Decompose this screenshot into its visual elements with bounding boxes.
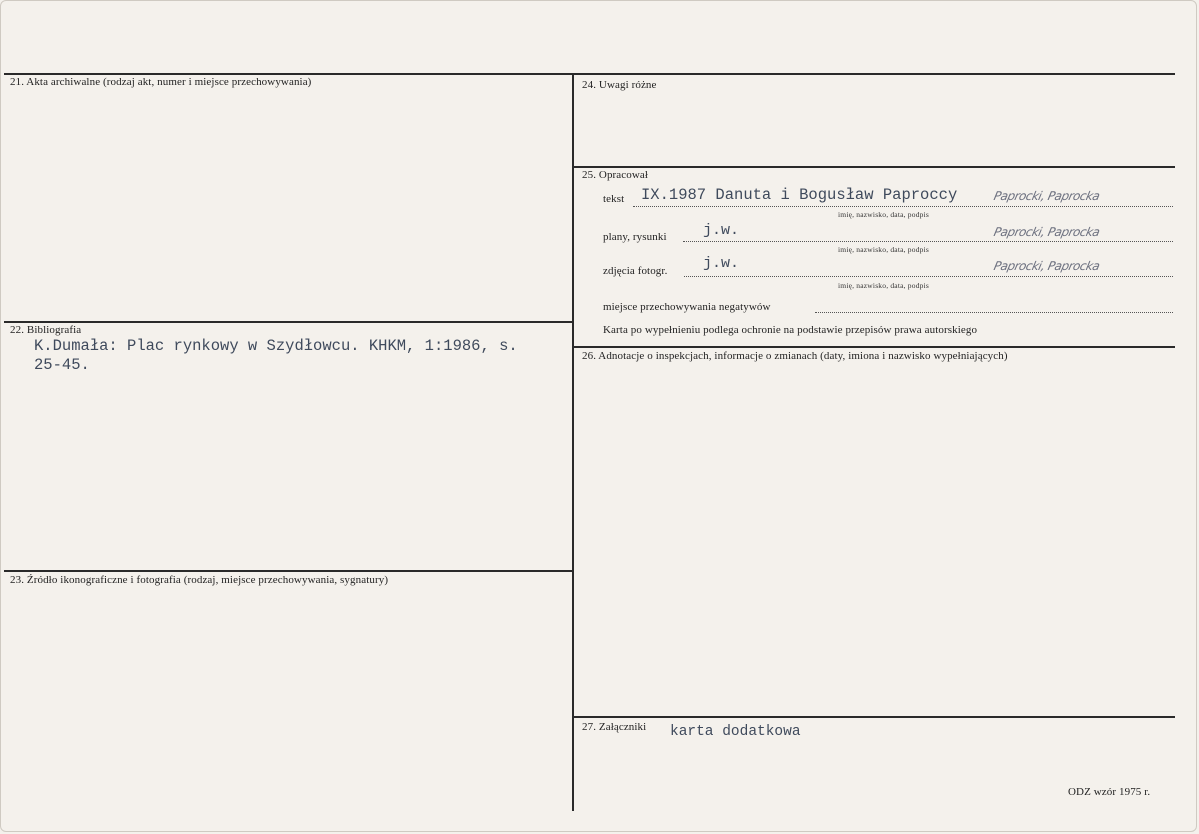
rule-24-25 bbox=[572, 166, 1175, 168]
attachments-value: karta dodatkowa bbox=[670, 724, 801, 740]
rule-21-22 bbox=[4, 321, 572, 323]
plany-signature: Paprocki, Paprocka bbox=[992, 225, 1101, 239]
section-27-label: 27. Załączniki bbox=[582, 721, 647, 733]
section-23-label: 23. Źródło ikonograficzne i fotografia (rodzaj, miejsce przechowywania, sygnatury) bbox=[10, 574, 389, 586]
zdjecia-caption: imię, nazwisko, data, podpis bbox=[838, 281, 930, 290]
tekst-signature: Paprocki, Paprocka bbox=[992, 189, 1101, 203]
negatywy-label: miejsce przechowywania negatywów bbox=[603, 301, 771, 313]
rule-25-26 bbox=[572, 346, 1175, 348]
zdjecia-label: zdjęcia fotogr. bbox=[603, 265, 668, 277]
plany-label: plany, rysunki bbox=[603, 231, 667, 243]
copyright-note: Karta po wypełnieniu podlega ochronie na podstawie przepisów prawa autorskiego bbox=[603, 324, 978, 336]
tekst-caption: imię, nazwisko, data, podpis bbox=[838, 210, 930, 219]
section-26-label: 26. Adnotacje o inspekcjach, informacje o zmianach (daty, imiona i nazwisko wypełniających) bbox=[582, 350, 1008, 362]
form-id: ODZ wzór 1975 r. bbox=[1068, 786, 1151, 798]
zdjecia-signature: Paprocki, Paprocka bbox=[992, 259, 1101, 273]
tekst-dotted-line bbox=[633, 206, 1173, 207]
tekst-label: tekst bbox=[603, 193, 625, 205]
zdjecia-dotted-line bbox=[684, 276, 1173, 277]
section-21-label: 21. Akta archiwalne (rodzaj akt, numer i miejsce przechowywania) bbox=[10, 76, 312, 88]
section-24-label: 24. Uwagi różne bbox=[582, 79, 657, 91]
plany-value: j.w. bbox=[703, 222, 740, 239]
bibliography-entry-line2: 25-45. bbox=[34, 356, 90, 374]
tekst-value: IX.1987 Danuta i Bogusław Paproccy bbox=[641, 186, 958, 204]
plany-caption: imię, nazwisko, data, podpis bbox=[838, 245, 930, 254]
bibliography-entry-line1: K.Dumała: Plac rynkowy w Szydłowcu. KHKM, 1:1986, s. bbox=[34, 337, 518, 355]
section-22-label: 22. Bibliografia bbox=[10, 324, 82, 336]
top-rule bbox=[4, 73, 1175, 75]
negatywy-dotted-line bbox=[815, 312, 1173, 313]
section-25-label: 25. Opracował bbox=[582, 169, 649, 181]
column-divider bbox=[572, 73, 574, 811]
rule-26-27 bbox=[572, 716, 1175, 718]
zdjecia-value: j.w. bbox=[703, 255, 740, 272]
plany-dotted-line bbox=[683, 241, 1173, 242]
rule-22-23 bbox=[4, 570, 572, 572]
